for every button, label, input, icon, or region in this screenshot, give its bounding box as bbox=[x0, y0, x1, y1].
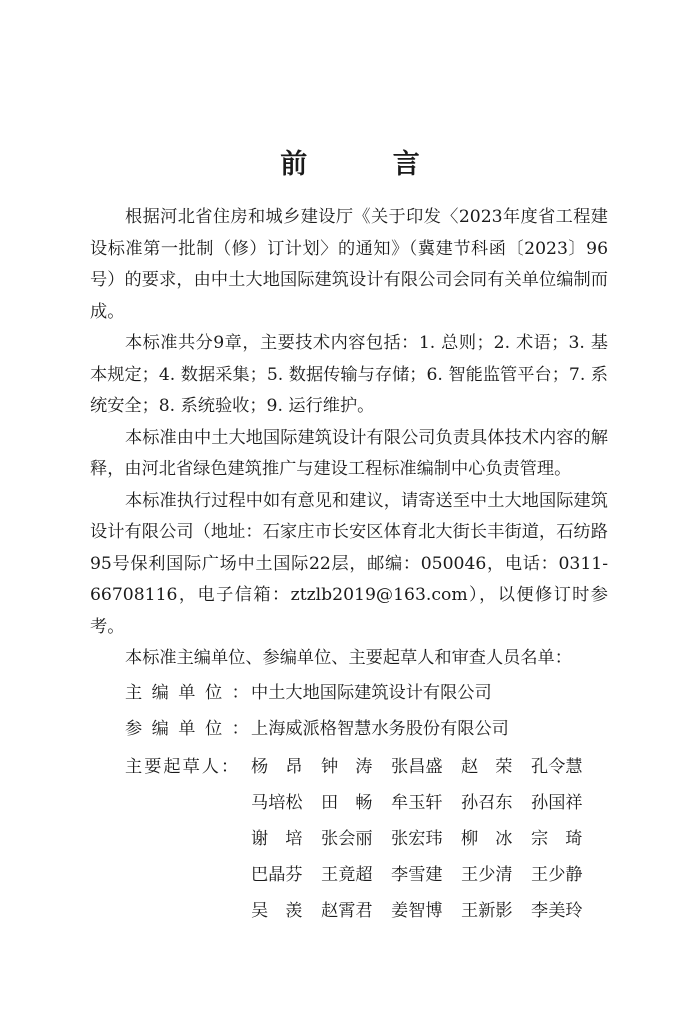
drafter-name: 赵霄君 bbox=[321, 900, 373, 921]
participating-unit-value: 上海威派格智慧水务股份有限公司 bbox=[251, 718, 509, 739]
paragraph-interpretation: 本标准由中土大地国际建筑设计有限公司负责具体技术内容的解释，由河北省绿色建筑推广与建设工程标准编制中心负责管理。 bbox=[90, 427, 608, 479]
drafter-name: 吴羡 bbox=[251, 900, 320, 921]
page-title: 前 言 bbox=[280, 149, 458, 180]
drafter-name: 谢培 bbox=[251, 828, 320, 849]
drafter-name: 巴晶芬 bbox=[251, 864, 303, 885]
paragraph-feedback: 本标准执行过程中如有意见和建议，请寄送至中土大地国际建筑设计有限公司（地址：石家庄市长安区体育北大街长丰街道，石纺路95号保利国际广场中土国际22层，邮编：050046，电话：0311-66708116，电子信箱：ztzlb2019@163.com），以便修订时参考。 bbox=[90, 490, 608, 637]
drafter-name: 张宏玮 bbox=[391, 828, 443, 849]
chief-unit-label: 主 编 单 位 ： bbox=[125, 682, 251, 703]
drafter-name: 王竟超 bbox=[321, 864, 373, 885]
participating-unit-label: 参 编 单 位 ： bbox=[125, 718, 251, 739]
drafter-name: 姜智博 bbox=[391, 900, 443, 921]
chief-unit-row bbox=[125, 675, 608, 711]
participating-unit-row bbox=[125, 711, 608, 747]
drafter-name: 宗琦 bbox=[531, 828, 600, 849]
drafter-name: 田畅 bbox=[321, 792, 390, 813]
drafter-name: 孔令慧 bbox=[531, 756, 583, 777]
drafters-label: 主要起草人： bbox=[125, 756, 241, 777]
paragraph-source: 根据河北省住房和城乡建设厅《关于印发〈2023年度省工程建设标准第一批制（修）订计划〉的通知》（冀建节科函〔2023〕96号）的要求，由中土大地国际建筑设计有限公司会同有关单位编制而成。 bbox=[90, 207, 608, 322]
personnel-list-intro: 本标准主编单位、参编单位、主要起草人和审查人员名单： bbox=[125, 648, 572, 668]
drafter-name: 张昌盛 bbox=[391, 756, 443, 777]
drafter-name: 李雪建 bbox=[391, 864, 443, 885]
drafter-name: 孙召东 bbox=[461, 792, 513, 813]
drafter-name: 张会丽 bbox=[321, 828, 373, 849]
drafter-name: 王少静 bbox=[531, 864, 583, 885]
drafter-name: 王少清 bbox=[461, 864, 513, 885]
drafter-name: 赵荣 bbox=[461, 756, 530, 777]
chief-unit-value: 中土大地国际建筑设计有限公司 bbox=[251, 682, 492, 703]
drafter-name: 李美玲 bbox=[531, 900, 583, 921]
drafter-name: 杨昂 bbox=[251, 756, 320, 777]
drafter-name: 孙国祥 bbox=[531, 792, 583, 813]
drafter-name: 王新影 bbox=[461, 900, 513, 921]
drafter-name: 马培松 bbox=[251, 792, 303, 813]
drafters-section bbox=[125, 749, 608, 929]
drafter-name: 牟玉轩 bbox=[391, 792, 443, 813]
drafter-name: 柳冰 bbox=[461, 828, 530, 849]
paragraph-contents: 本标准共分9章，主要技术内容包括：1. 总则；2. 术语；3. 基本规定；4. 数据采集；5. 数据传输与存储；6. 智能监管平台；7. 系统安全；8. 系统验收；9. 运行维护。 bbox=[90, 333, 608, 416]
preface-body bbox=[90, 202, 608, 929]
drafter-name: 钟涛 bbox=[321, 756, 390, 777]
drafters-name-grid bbox=[251, 749, 601, 929]
